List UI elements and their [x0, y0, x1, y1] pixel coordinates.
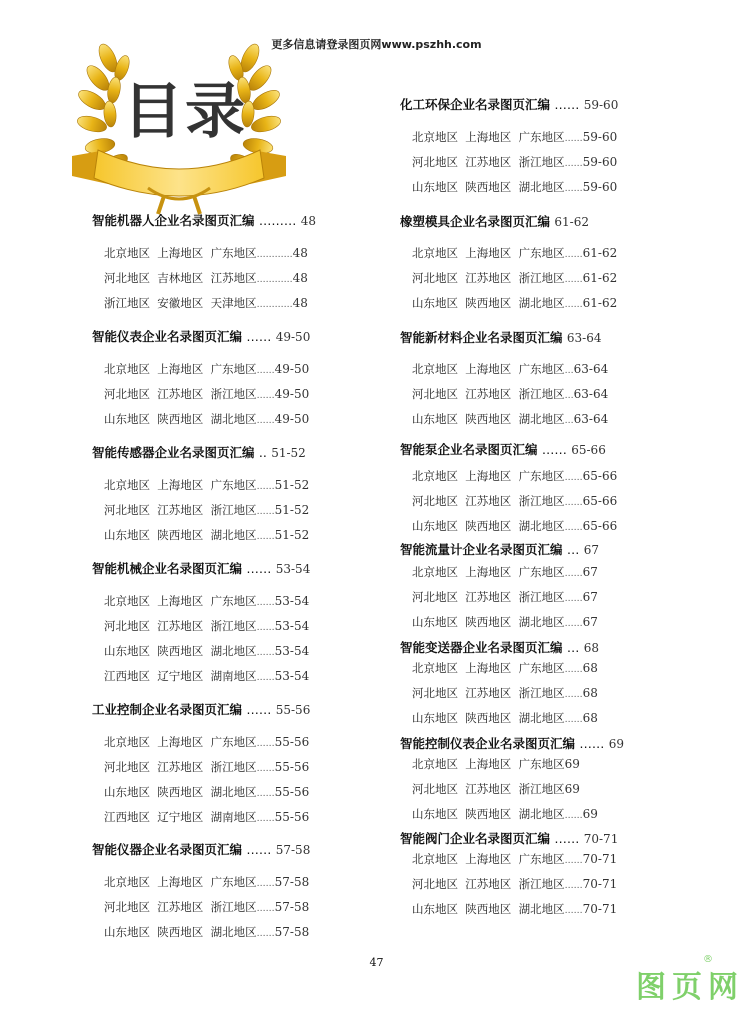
- leader-dots: ……: [256, 532, 275, 542]
- toc-section: [400, 540, 660, 629]
- section-page-range: 70-71: [583, 832, 619, 846]
- entry-page-range: 57-58: [274, 925, 310, 939]
- entry-page-range: 53-54: [274, 619, 310, 633]
- section-page-range: 48: [300, 214, 317, 228]
- toc-section: [92, 211, 352, 310]
- toc-section: [92, 559, 352, 683]
- toc-entry[interactable]: [412, 806, 598, 822]
- toc-entry[interactable]: [104, 295, 308, 311]
- entry-page-range: 61-62: [582, 296, 618, 310]
- toc-entry[interactable]: [104, 386, 309, 402]
- leader-dots: ……: [246, 561, 272, 576]
- leader-dots: ……: [256, 416, 275, 426]
- entry-page-range: 55-56: [274, 785, 310, 799]
- entry-regions: 山东地区 陕西地区 湖北地区: [104, 412, 257, 426]
- entry-page-range: 51-52: [274, 478, 310, 492]
- leader-dots: ..: [258, 445, 267, 460]
- entry-regions: 北京地区 上海地区 广东地区: [412, 852, 565, 866]
- section-page-range: 49-50: [275, 330, 311, 344]
- section-page-range: 67: [583, 543, 600, 557]
- leader-dots: …: [564, 391, 574, 401]
- section-title-text: 智能泵企业名录图页汇编: [400, 442, 538, 457]
- toc-entry[interactable]: [104, 643, 309, 659]
- entry-page-range: 59-60: [582, 130, 618, 144]
- entry-page-range: 48: [292, 296, 308, 310]
- leader-dots: ……: [564, 856, 583, 866]
- entry-page-range: 63-64: [573, 412, 609, 426]
- toc-section-title[interactable]: [400, 829, 660, 847]
- toc-section: [92, 840, 352, 939]
- leader-dots: …………: [256, 300, 293, 310]
- toc-entry[interactable]: [104, 502, 309, 518]
- entry-page-range: 63-64: [573, 387, 609, 401]
- section-title-text: 智能阀门企业名录图页汇编: [400, 831, 551, 846]
- toc-entry[interactable]: [412, 876, 617, 892]
- toc-entry[interactable]: [104, 527, 309, 543]
- entry-page-range: 70-71: [582, 902, 618, 916]
- leader-dots: ……: [256, 929, 275, 939]
- toc-entry[interactable]: [104, 809, 309, 825]
- toc-entry[interactable]: [104, 361, 309, 377]
- leader-dots: ……: [256, 482, 275, 492]
- leader-dots: ……: [564, 523, 583, 533]
- toc-section-title[interactable]: [400, 440, 660, 458]
- leader-dots: ……: [564, 569, 583, 579]
- toc-section: [400, 638, 660, 725]
- entry-page-range: 65-66: [582, 469, 618, 483]
- toc-entry[interactable]: [412, 660, 598, 676]
- leader-dots: ……: [564, 690, 583, 700]
- toc-entry[interactable]: [104, 924, 309, 940]
- leader-dots: ……: [564, 715, 583, 725]
- entry-page-range: 70-71: [582, 852, 618, 866]
- toc-section: [400, 212, 660, 310]
- entry-regions: 山东地区 陕西地区 湖北地区: [412, 412, 565, 426]
- entry-page-range: 55-56: [274, 735, 310, 749]
- toc-section-title[interactable]: [92, 327, 352, 345]
- entry-page-range: 49-50: [274, 387, 310, 401]
- entry-regions: 北京地区 上海地区 广东地区: [412, 130, 565, 144]
- toc-entry[interactable]: [104, 784, 309, 800]
- entry-regions: 河北地区 江苏地区 浙江地区: [104, 760, 257, 774]
- entry-regions: 山东地区 陕西地区 湖北地区: [104, 925, 257, 939]
- section-page-range: 61-62: [554, 215, 589, 229]
- section-page-range: 51-52: [271, 446, 306, 460]
- toc-entry[interactable]: [412, 710, 598, 726]
- entry-page-range: 69: [564, 782, 580, 796]
- leader-dots: …: [566, 640, 580, 655]
- entry-page-range: 48: [292, 271, 308, 285]
- toc-entry[interactable]: [412, 589, 598, 605]
- toc-section: [400, 95, 660, 194]
- entry-page-range: 59-60: [582, 155, 618, 169]
- leader-dots: ……: [554, 97, 580, 112]
- toc-section-title[interactable]: [92, 559, 352, 577]
- toc-section-title[interactable]: [400, 212, 660, 230]
- entry-page-range: 49-50: [274, 362, 310, 376]
- leader-dots: ……: [564, 275, 583, 285]
- leader-dots: …: [566, 542, 580, 557]
- entry-page-range: 67: [582, 590, 598, 604]
- toc-entry[interactable]: [412, 685, 598, 701]
- entry-regions: 山东地区 陕西地区 湖北地区: [412, 615, 565, 629]
- toc-entry[interactable]: [412, 756, 580, 772]
- leader-dots: ……: [564, 881, 583, 891]
- entry-regions: 山东地区 陕西地区 湖北地区: [412, 807, 565, 821]
- entry-regions: 山东地区 陕西地区 湖北地区: [104, 644, 257, 658]
- entry-page-range: 70-71: [582, 877, 618, 891]
- section-title-text: 智能传感器企业名录图页汇编: [92, 445, 255, 460]
- leader-dots: ……: [564, 619, 583, 629]
- toc-entry[interactable]: [412, 295, 617, 311]
- toc-section: [400, 829, 660, 916]
- entry-page-range: 51-52: [274, 528, 310, 542]
- leader-dots: ……: [256, 507, 275, 517]
- section-title-text: 智能机器人企业名录图页汇编: [92, 213, 255, 228]
- toc-entry[interactable]: [104, 411, 309, 427]
- entry-regions: 北京地区 上海地区 广东地区: [104, 246, 257, 260]
- toc-section-title[interactable]: [400, 328, 660, 346]
- entry-regions: 河北地区 江苏地区 浙江地区: [412, 271, 565, 285]
- entry-regions: 河北地区 江苏地区 浙江地区: [104, 387, 257, 401]
- leader-dots: …: [564, 416, 574, 426]
- registered-mark: ®: [703, 954, 713, 965]
- section-title-text: 工业控制企业名录图页汇编: [92, 702, 243, 717]
- entry-page-range: 55-56: [274, 810, 310, 824]
- section-page-range: 57-58: [275, 843, 311, 857]
- leader-dots: ……: [541, 442, 567, 457]
- entry-regions: 北京地区 上海地区 广东地区: [104, 362, 257, 376]
- leader-dots: ……: [564, 811, 583, 821]
- entry-page-range: 59-60: [582, 180, 618, 194]
- entry-regions: 北京地区 上海地区 广东地区: [412, 757, 565, 771]
- entry-regions: 北京地区 上海地区 广东地区: [412, 565, 565, 579]
- entry-page-range: 57-58: [274, 875, 310, 889]
- entry-regions: 北京地区 上海地区 广东地区: [104, 875, 257, 889]
- entry-regions: 山东地区 陕西地区 湖北地区: [412, 519, 565, 533]
- leader-dots: …………: [256, 275, 293, 285]
- entry-regions: 河北地区 江苏地区 浙江地区: [412, 590, 565, 604]
- toc-entry[interactable]: [412, 781, 580, 797]
- toc-section: [400, 440, 660, 533]
- watermark-logo: 图页网: [636, 970, 744, 1005]
- leader-dots: ……: [256, 598, 275, 608]
- toc-entry[interactable]: [412, 468, 617, 484]
- entry-page-range: 51-52: [274, 503, 310, 517]
- section-title-text: 智能变送器企业名录图页汇编: [400, 640, 563, 655]
- toc-section-title[interactable]: [400, 734, 660, 752]
- entry-regions: 河北地区 江苏地区 浙江地区: [412, 155, 565, 169]
- entry-regions: 北京地区 上海地区 广东地区: [412, 362, 565, 376]
- leader-dots: …………: [256, 250, 293, 260]
- entry-page-range: 69: [564, 757, 580, 771]
- entry-regions: 山东地区 陕西地区 湖北地区: [412, 180, 565, 194]
- toc-entry[interactable]: [412, 129, 617, 145]
- toc-entry[interactable]: [104, 874, 309, 890]
- toc-entry[interactable]: [104, 899, 309, 915]
- entry-page-range: 57-58: [274, 900, 310, 914]
- toc-section-title[interactable]: [92, 700, 352, 718]
- toc-entry[interactable]: [412, 411, 608, 427]
- entry-regions: 山东地区 陕西地区 湖北地区: [104, 785, 257, 799]
- toc-section-title[interactable]: [400, 540, 660, 558]
- entry-regions: 河北地区 江苏地区 浙江地区: [412, 387, 565, 401]
- toc-entry[interactable]: [412, 614, 598, 630]
- section-title-text: 智能控制仪表企业名录图页汇编: [400, 736, 576, 751]
- section-title-text: 橡塑模具企业名录图页汇编: [400, 214, 551, 229]
- entry-page-range: 53-54: [274, 594, 310, 608]
- entry-regions: 北京地区 上海地区 广东地区: [104, 735, 257, 749]
- entry-page-range: 53-54: [274, 644, 310, 658]
- entry-regions: 河北地区 吉林地区 江苏地区: [104, 271, 257, 285]
- toc-section: [400, 734, 660, 821]
- leader-dots: ………: [258, 213, 297, 228]
- leader-dots: ……: [564, 594, 583, 604]
- leader-dots: ……: [256, 764, 275, 774]
- toc-entry[interactable]: [104, 270, 308, 286]
- entry-regions: 浙江地区 安徽地区 天津地区: [104, 296, 257, 310]
- toc-section-title[interactable]: [400, 638, 660, 656]
- toc-section: [400, 328, 660, 426]
- section-page-range: 65-66: [571, 443, 606, 457]
- entry-page-range: 53-54: [274, 669, 310, 683]
- entry-page-range: 67: [582, 615, 598, 629]
- entry-page-range: 68: [582, 661, 598, 675]
- leader-dots: ……: [256, 789, 275, 799]
- entry-page-range: 48: [292, 246, 308, 260]
- toc-section-title[interactable]: [92, 211, 352, 229]
- leader-dots: ……: [564, 473, 583, 483]
- leader-dots: …: [564, 366, 574, 376]
- entry-page-range: 69: [582, 807, 598, 821]
- entry-regions: 江西地区 辽宁地区 湖南地区: [104, 810, 257, 824]
- toc-entry[interactable]: [104, 734, 309, 750]
- entry-regions: 山东地区 陕西地区 湖北地区: [412, 902, 565, 916]
- entry-regions: 河北地区 江苏地区 浙江地区: [104, 503, 257, 517]
- toc-entry[interactable]: [412, 564, 598, 580]
- leader-dots: ……: [256, 814, 275, 824]
- toc-section-title[interactable]: [92, 443, 352, 461]
- leader-dots: ……: [246, 842, 272, 857]
- entry-regions: 北京地区 上海地区 广东地区: [412, 469, 565, 483]
- toc-entry[interactable]: [412, 851, 617, 867]
- toc-entry[interactable]: [412, 179, 617, 195]
- toc-section: [92, 443, 352, 542]
- leader-dots: ……: [256, 673, 275, 683]
- leader-dots: ……: [564, 498, 583, 508]
- toc-entry[interactable]: [104, 593, 309, 609]
- entry-regions: 北京地区 上海地区 广东地区: [104, 478, 257, 492]
- section-page-range: 53-54: [275, 562, 311, 576]
- entry-regions: 江西地区 辽宁地区 湖南地区: [104, 669, 257, 683]
- toc-entry[interactable]: [412, 901, 617, 917]
- leader-dots: ……: [256, 739, 275, 749]
- section-page-range: 63-64: [566, 331, 602, 345]
- entry-page-range: 67: [582, 565, 598, 579]
- toc-entry[interactable]: [104, 759, 309, 775]
- entry-page-range: 68: [582, 711, 598, 725]
- entry-page-range: 65-66: [582, 519, 618, 533]
- toc-section: [92, 327, 352, 426]
- toc-entry[interactable]: [104, 668, 309, 684]
- leader-dots: ……: [564, 300, 583, 310]
- toc-entry[interactable]: [104, 245, 308, 261]
- leader-dots: ……: [256, 391, 275, 401]
- leader-dots: ……: [564, 250, 583, 260]
- section-title-text: 智能流量计企业名录图页汇编: [400, 542, 563, 557]
- entry-page-range: 61-62: [582, 246, 618, 260]
- leader-dots: ……: [564, 159, 583, 169]
- entry-page-range: 61-62: [582, 271, 618, 285]
- toc-section: [92, 700, 352, 824]
- entry-page-range: 65-66: [582, 494, 618, 508]
- leader-dots: ……: [564, 184, 583, 194]
- leader-dots: ……: [564, 906, 583, 916]
- leader-dots: ……: [564, 134, 583, 144]
- leader-dots: ……: [554, 831, 580, 846]
- section-title-text: 智能新材料企业名录图页汇编: [400, 330, 563, 345]
- leader-dots: ……: [256, 648, 275, 658]
- leader-dots: ……: [579, 736, 605, 751]
- toc-entry[interactable]: [412, 245, 617, 261]
- section-page-range: 69: [608, 737, 625, 751]
- section-title-text: 化工环保企业名录图页汇编: [400, 97, 551, 112]
- toc-entry[interactable]: [412, 361, 608, 377]
- section-title-text: 智能机械企业名录图页汇编: [92, 561, 243, 576]
- toc-entry[interactable]: [412, 386, 608, 402]
- entry-regions: 河北地区 江苏地区 浙江地区: [412, 494, 565, 508]
- toc-entry[interactable]: [412, 518, 617, 534]
- leader-dots: ……: [564, 665, 583, 675]
- entry-regions: 北京地区 上海地区 广东地区: [412, 661, 565, 675]
- entry-page-range: 49-50: [274, 412, 310, 426]
- entry-regions: 河北地区 江苏地区 浙江地区: [412, 782, 565, 796]
- toc-entry[interactable]: [104, 477, 309, 493]
- entry-regions: 河北地区 江苏地区 浙江地区: [412, 877, 565, 891]
- header-note[interactable]: 更多信息请登录图页网www.pszhh.com: [271, 38, 482, 51]
- entry-page-range: 63-64: [573, 362, 609, 376]
- entry-regions: 河北地区 江苏地区 浙江地区: [104, 619, 257, 633]
- entry-regions: 北京地区 上海地区 广东地区: [104, 594, 257, 608]
- toc-title: 目录: [123, 77, 247, 147]
- toc-entry[interactable]: [104, 618, 309, 634]
- entry-regions: 山东地区 陕西地区 湖北地区: [104, 528, 257, 542]
- leader-dots: ……: [256, 366, 275, 376]
- section-page-range: 68: [583, 641, 600, 655]
- page-number: 47: [369, 956, 384, 969]
- entry-page-range: 55-56: [274, 760, 310, 774]
- toc-entry[interactable]: [412, 493, 617, 509]
- entry-regions: 山东地区 陕西地区 湖北地区: [412, 296, 565, 310]
- entry-regions: 山东地区 陕西地区 湖北地区: [412, 711, 565, 725]
- leader-dots: ……: [256, 623, 275, 633]
- leader-dots: ……: [246, 329, 272, 344]
- entry-regions: 北京地区 上海地区 广东地区: [412, 246, 565, 260]
- section-page-range: 55-56: [275, 703, 311, 717]
- section-title-text: 智能仪器企业名录图页汇编: [92, 842, 243, 857]
- toc-section-title[interactable]: [92, 840, 352, 858]
- entry-regions: 河北地区 江苏地区 浙江地区: [104, 900, 257, 914]
- leader-dots: ……: [256, 904, 275, 914]
- toc-entry[interactable]: [412, 154, 617, 170]
- section-title-text: 智能仪表企业名录图页汇编: [92, 329, 243, 344]
- entry-page-range: 68: [582, 686, 598, 700]
- toc-section-title[interactable]: [400, 95, 660, 113]
- leader-dots: ……: [256, 879, 275, 889]
- section-page-range: 59-60: [583, 98, 619, 112]
- toc-entry[interactable]: [412, 270, 617, 286]
- entry-regions: 河北地区 江苏地区 浙江地区: [412, 686, 565, 700]
- leader-dots: ……: [246, 702, 272, 717]
